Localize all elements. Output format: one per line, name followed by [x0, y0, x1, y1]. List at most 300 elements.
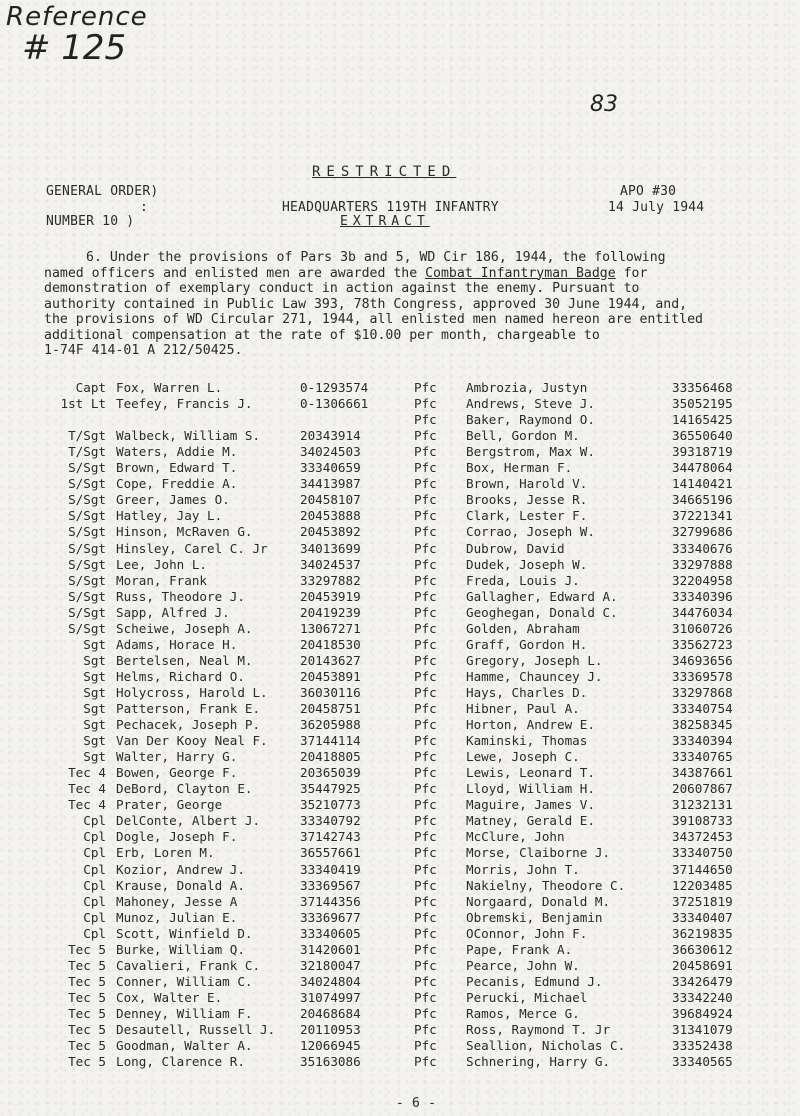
right-name: Schnering, Harry G. [466, 1054, 611, 1070]
right-name: Morris, John T. [466, 861, 580, 877]
right-serial: 33340396 [672, 588, 733, 604]
roster-row [0, 508, 800, 524]
roster-row [0, 541, 800, 557]
roster-row [0, 829, 800, 845]
left-rank: Tec 5 [68, 1005, 106, 1021]
left-rank: Sgt [83, 652, 106, 668]
roster-row [0, 669, 800, 685]
extract-heading: EXTRACT [340, 214, 430, 229]
right-rank: Pfc [414, 588, 437, 604]
left-rank: S/Sgt [68, 460, 106, 476]
left-serial: 34024537 [300, 556, 361, 572]
roster-row [0, 685, 800, 701]
right-rank: Pfc [414, 508, 437, 524]
left-serial: 35210773 [300, 797, 361, 813]
right-name: Brooks, Jesse R. [466, 492, 588, 508]
general-order-label: GENERAL ORDER) [46, 184, 159, 199]
left-rank: Sgt [83, 733, 106, 749]
roster-row [0, 733, 800, 749]
right-rank: Pfc [414, 444, 437, 460]
left-rank: Tec 5 [68, 1054, 106, 1070]
right-name: Ambrozia, Justyn [466, 380, 588, 395]
left-serial: 36557661 [300, 845, 361, 861]
right-rank: Pfc [414, 861, 437, 877]
paragraph-text: for [615, 265, 648, 281]
right-rank: Pfc [414, 1022, 437, 1037]
roster-row [0, 524, 800, 540]
right-name: Perucki, Michael [466, 989, 588, 1005]
right-rank: Pfc [414, 941, 437, 957]
left-rank: S/Sgt [68, 556, 106, 572]
left-serial: 33340605 [300, 925, 361, 941]
paragraph-line: authority contained in Public Law 393, 78th Congress, approved 30 June 1944, and, [44, 296, 688, 312]
left-serial: 0-1293574 [300, 380, 369, 395]
roster-row [0, 781, 800, 797]
left-serial: 31074997 [300, 989, 361, 1005]
right-name: Dubrow, David [466, 540, 565, 556]
right-serial: 31060726 [672, 620, 733, 636]
right-serial: 36550640 [672, 428, 733, 444]
right-serial: 33340407 [672, 909, 733, 925]
badge-name: Combat Infantryman Badge [425, 265, 616, 281]
left-name: Walbeck, William S. [116, 428, 261, 444]
right-serial: 34476034 [672, 604, 733, 620]
right-rank: Pfc [414, 893, 437, 909]
roster-row [0, 492, 800, 508]
left-name: Kozior, Andrew J. [116, 861, 245, 877]
left-rank: Cpl [83, 845, 106, 861]
left-serial: 20418530 [300, 636, 361, 652]
paragraph-line [44, 266, 784, 282]
roster-row [0, 573, 800, 589]
left-name: Patterson, Frank E. [116, 701, 261, 716]
right-serial: 33342240 [672, 989, 733, 1005]
right-name: Hamme, Chauncey J. [466, 668, 603, 684]
right-rank: Pfc [414, 877, 437, 893]
left-serial: 20468684 [300, 1005, 361, 1021]
left-name: Scheiwe, Joseph A. [116, 620, 253, 636]
right-serial: 36219835 [672, 925, 733, 941]
left-rank: Tec 5 [68, 1038, 106, 1054]
right-name: Morse, Claiborne J. [466, 845, 611, 861]
right-serial: 20458691 [672, 957, 733, 973]
left-serial: 35163086 [300, 1054, 361, 1070]
left-name: Desautell, Russell J. [116, 1022, 276, 1037]
left-serial: 34013699 [300, 540, 361, 556]
left-name: Goodman, Walter A. [116, 1038, 253, 1054]
left-serial: 33297882 [300, 572, 361, 588]
right-rank: Pfc [414, 845, 437, 861]
right-name: Corrao, Joseph W. [466, 524, 595, 540]
right-name: Box, Herman F. [466, 460, 573, 476]
left-serial: 20143627 [300, 652, 361, 668]
roster-row [0, 444, 800, 460]
right-name: Clark, Lester F. [466, 508, 588, 524]
left-name: Hatley, Jay L. [116, 508, 223, 524]
right-serial: 39318719 [672, 444, 733, 460]
right-serial: 33356468 [672, 380, 733, 395]
left-name: Dogle, Joseph F. [116, 829, 238, 845]
right-name: Pape, Frank A. [466, 941, 573, 957]
right-name: Lewis, Leonard T. [466, 765, 595, 781]
left-name: Cox, Walter E. [116, 989, 223, 1005]
right-rank: Pfc [414, 733, 437, 749]
right-name: Gallagher, Edward A. [466, 588, 618, 604]
left-name: Russ, Theodore J. [116, 588, 245, 604]
paragraph-line: 6. Under the provisions of Pars 3b and 5, WD Cir 186, 1944, the following [86, 250, 666, 265]
left-rank: Cpl [83, 909, 106, 925]
roster-row [0, 380, 800, 396]
left-serial: 20365039 [300, 765, 361, 781]
left-serial: 32180047 [300, 957, 361, 973]
right-name: Norgaard, Donald M. [466, 893, 611, 909]
classification-restricted: RESTRICTED [312, 164, 457, 180]
page-number: - 6 - [396, 1096, 437, 1111]
right-name: Hays, Charles D. [466, 684, 588, 700]
left-rank: Cpl [83, 925, 106, 941]
roster-row [0, 797, 800, 813]
right-rank: Pfc [414, 524, 437, 540]
left-serial: 20343914 [300, 428, 361, 444]
left-name: Adams, Horace H. [116, 636, 238, 652]
roster-row [0, 460, 800, 476]
left-rank: Tec 4 [68, 765, 106, 781]
right-rank: Pfc [414, 412, 437, 428]
roster-row [0, 813, 800, 829]
right-rank: Pfc [414, 476, 437, 492]
right-name: Kaminski, Thomas [466, 733, 588, 749]
left-serial: 34024804 [300, 973, 361, 989]
handwritten-number: # 125 [22, 28, 127, 68]
left-rank: Sgt [83, 668, 106, 684]
right-name: Graff, Gordon H. [466, 636, 588, 652]
right-serial: 33297868 [672, 684, 733, 700]
left-serial: 20419239 [300, 604, 361, 620]
roster-row [0, 990, 800, 1006]
left-name: Munoz, Julian E. [116, 909, 238, 925]
right-rank: Pfc [414, 556, 437, 572]
left-name: Lee, John L. [116, 556, 207, 572]
left-rank: Tec 5 [68, 989, 106, 1005]
right-name: Lloyd, William H. [466, 781, 595, 797]
right-serial: 33340750 [672, 845, 733, 861]
handwritten-corner-mark: 83 [590, 92, 618, 117]
right-name: Matney, Gerald E. [466, 813, 595, 829]
right-rank: Pfc [414, 717, 437, 733]
right-serial: 31341079 [672, 1022, 733, 1037]
right-serial: 32204958 [672, 572, 733, 588]
left-name: Krause, Donald A. [116, 877, 245, 893]
right-serial: 33340394 [672, 733, 733, 749]
left-serial: 0-1306661 [300, 396, 369, 412]
right-serial: 34693656 [672, 652, 733, 668]
right-rank: Pfc [414, 652, 437, 668]
left-serial: 20418805 [300, 749, 361, 765]
left-name: Prater, George [116, 797, 223, 813]
apo-number: APO #30 [620, 184, 677, 199]
left-serial: 33369567 [300, 877, 361, 893]
left-rank: T/Sgt [68, 428, 106, 444]
roster-row [0, 862, 800, 878]
left-name: Mahoney, Jesse A [116, 893, 238, 909]
right-name: Golden, Abraham [466, 620, 580, 636]
left-rank: Sgt [83, 717, 106, 733]
right-name: Baker, Raymond O. [466, 412, 595, 428]
roster-row [0, 637, 800, 653]
left-serial: 20458107 [300, 492, 361, 508]
left-name: Greer, James O. [116, 492, 230, 508]
right-serial: 39108733 [672, 813, 733, 829]
left-serial: 20453919 [300, 588, 361, 604]
right-name: Andrews, Steve J. [466, 396, 595, 412]
right-serial: 34665196 [672, 492, 733, 508]
right-name: Pearce, John W. [466, 957, 580, 973]
left-serial: 33340659 [300, 460, 361, 476]
left-name: Conner, William C. [116, 973, 253, 989]
right-name: Ramos, Merce G. [466, 1005, 580, 1021]
right-serial: 33340754 [672, 701, 733, 716]
right-serial: 31232131 [672, 797, 733, 813]
left-rank: Sgt [83, 749, 106, 765]
paragraph-line: additional compensation at the rate of $10.00 per month, chargeable to [44, 327, 600, 343]
left-name: Pechacek, Joseph P. [116, 717, 261, 733]
right-rank: Pfc [414, 1038, 437, 1054]
left-name: Brown, Edward T. [116, 460, 238, 476]
left-serial: 13067271 [300, 620, 361, 636]
right-serial: 14140421 [672, 476, 733, 492]
right-name: Bergstrom, Max W. [466, 444, 595, 460]
left-rank: S/Sgt [68, 588, 106, 604]
right-serial: 20607867 [672, 781, 733, 797]
right-serial: 38258345 [672, 717, 733, 733]
roster-row [0, 765, 800, 781]
roster-row [0, 476, 800, 492]
right-serial: 37144650 [672, 861, 733, 877]
right-rank: Pfc [414, 540, 437, 556]
left-name: Bowen, George F. [116, 765, 238, 781]
order-date: 14 July 1944 [608, 200, 705, 215]
headquarters-title: HEADQUARTERS 119TH INFANTRY [282, 200, 499, 215]
right-name: OConnor, John F. [466, 925, 588, 941]
left-rank: Sgt [83, 636, 106, 652]
right-name: Lewe, Joseph C. [466, 749, 580, 765]
left-serial: 20110953 [300, 1022, 361, 1037]
left-rank: Cpl [83, 829, 106, 845]
right-rank: Pfc [414, 813, 437, 829]
left-serial: 20453888 [300, 508, 361, 524]
right-serial: 12203485 [672, 877, 733, 893]
right-rank: Pfc [414, 701, 437, 716]
left-rank: Sgt [83, 684, 106, 700]
right-rank: Pfc [414, 781, 437, 797]
paragraph-text: named officers and enlisted men are awarded the [44, 265, 426, 281]
right-serial: 14165425 [672, 412, 733, 428]
left-serial: 20458751 [300, 701, 361, 716]
roster-row [0, 926, 800, 942]
left-rank: Tec 5 [68, 973, 106, 989]
right-rank: Pfc [414, 797, 437, 813]
left-serial: 37142743 [300, 829, 361, 845]
right-serial: 35052195 [672, 396, 733, 412]
right-serial: 32799686 [672, 524, 733, 540]
roster-row [0, 942, 800, 958]
left-name: Hinson, McRaven G. [116, 524, 253, 540]
right-serial: 33352438 [672, 1038, 733, 1054]
header-colon: : [140, 200, 149, 215]
right-rank: Pfc [414, 636, 437, 652]
left-name: Walter, Harry G. [116, 749, 238, 765]
left-rank: Tec 5 [68, 1022, 106, 1037]
right-rank: Pfc [414, 765, 437, 781]
right-rank: Pfc [414, 668, 437, 684]
right-serial: 33340565 [672, 1054, 733, 1070]
paragraph-line: demonstration of exemplary conduct in action against the enemy. Pursuant to [44, 281, 640, 296]
right-name: Bell, Gordon M. [466, 428, 580, 444]
right-rank: Pfc [414, 604, 437, 620]
left-rank: S/Sgt [68, 604, 106, 620]
left-serial: 36205988 [300, 717, 361, 733]
roster-row [0, 1022, 800, 1038]
order-number: NUMBER 10 ) [46, 214, 135, 229]
left-serial: 34413987 [300, 476, 361, 492]
right-serial: 34387661 [672, 765, 733, 781]
roster-row [0, 589, 800, 605]
left-name: Scott, Winfield D. [116, 925, 253, 941]
handwritten-reference: Reference [6, 2, 148, 32]
right-rank: Pfc [414, 973, 437, 989]
right-name: Freda, Louis J. [466, 572, 580, 588]
right-name: Pecanis, Edmund J. [466, 973, 603, 989]
left-name: Long, Clarence R. [116, 1054, 245, 1070]
roster-row [0, 878, 800, 894]
left-rank: S/Sgt [68, 620, 106, 636]
right-rank: Pfc [414, 1005, 437, 1021]
right-rank: Pfc [414, 829, 437, 845]
left-name: Van Der Kooy Neal F. [116, 733, 268, 749]
left-rank: S/Sgt [68, 572, 106, 588]
left-rank: Cpl [83, 861, 106, 877]
left-serial: 37144114 [300, 733, 361, 749]
right-name: Nakielny, Theodore C. [466, 877, 626, 893]
left-name: Moran, Frank [116, 572, 207, 588]
left-name: Burke, William Q. [116, 941, 245, 957]
left-serial: 31420601 [300, 941, 361, 957]
right-name: Ross, Raymond T. Jr [466, 1022, 611, 1037]
roster-row [0, 701, 800, 717]
roster-row [0, 717, 800, 733]
roster-row [0, 396, 800, 412]
paragraph-line: the provisions of WD Circular 271, 1944, all enlisted men named hereon are entitled [44, 312, 703, 327]
right-rank: Pfc [414, 396, 437, 412]
right-rank: Pfc [414, 925, 437, 941]
left-rank: 1st Lt [60, 396, 106, 412]
left-rank: S/Sgt [68, 508, 106, 524]
left-rank: T/Sgt [68, 444, 106, 460]
right-name: Hibner, Paul A. [466, 701, 580, 716]
left-name: Denney, William F. [116, 1005, 253, 1021]
roster-row [0, 428, 800, 444]
right-rank: Pfc [414, 428, 437, 444]
right-rank: Pfc [414, 909, 437, 925]
left-name: Waters, Addie M. [116, 444, 238, 460]
paragraph-line: 1-74F 414-01 A 212/50425. [44, 343, 243, 358]
left-serial: 33340419 [300, 861, 361, 877]
left-rank: Cpl [83, 893, 106, 909]
left-rank: Tec 5 [68, 957, 106, 973]
right-serial: 33340765 [672, 749, 733, 765]
right-rank: Pfc [414, 684, 437, 700]
right-serial: 33369578 [672, 668, 733, 684]
left-name: Fox, Warren L. [116, 380, 223, 395]
left-name: Cope, Freddie A. [116, 476, 238, 492]
right-rank: Pfc [414, 572, 437, 588]
left-serial: 37144356 [300, 893, 361, 909]
right-name: Maguire, James V. [466, 797, 595, 813]
right-serial: 34478064 [672, 460, 733, 476]
left-name: Teefey, Francis J. [116, 396, 253, 412]
right-rank: Pfc [414, 989, 437, 1005]
right-name: Geoghegan, Donald C. [466, 604, 618, 620]
left-serial: 35447925 [300, 781, 361, 797]
roster-row [0, 1038, 800, 1054]
left-serial: 34024503 [300, 444, 361, 460]
left-name: DeBord, Clayton E. [116, 781, 253, 797]
left-serial: 33369677 [300, 909, 361, 925]
right-serial: 37221341 [672, 508, 733, 524]
left-name: Cavalieri, Frank C. [116, 957, 261, 973]
left-serial: 20453892 [300, 524, 361, 540]
right-name: Gregory, Joseph L. [466, 652, 603, 668]
left-rank: Tec 5 [68, 941, 106, 957]
roster-row [0, 749, 800, 765]
left-name: Erb, Loren M. [116, 845, 215, 861]
roster-row [0, 1006, 800, 1022]
right-name: Dudek, Joseph W. [466, 556, 588, 572]
right-rank: Pfc [414, 492, 437, 508]
right-name: Seallion, Nicholas C. [466, 1038, 626, 1054]
roster-row [0, 412, 800, 428]
roster-row [0, 605, 800, 621]
right-rank: Pfc [414, 1054, 437, 1070]
right-serial: 36630612 [672, 941, 733, 957]
right-rank: Pfc [414, 380, 437, 395]
roster-row [0, 557, 800, 573]
left-name: Sapp, Alfred J. [116, 604, 230, 620]
left-rank: S/Sgt [68, 540, 106, 556]
right-serial: 33562723 [672, 636, 733, 652]
left-rank: Tec 4 [68, 781, 106, 797]
right-serial: 33426479 [672, 973, 733, 989]
left-name: Hinsley, Carel C. Jr [116, 540, 268, 556]
right-serial: 37251819 [672, 893, 733, 909]
roster-row [0, 621, 800, 637]
roster-row [0, 845, 800, 861]
left-name: Bertelsen, Neal M. [116, 652, 253, 668]
right-serial: 33297888 [672, 556, 733, 572]
right-rank: Pfc [414, 620, 437, 636]
left-rank: Cpl [83, 877, 106, 893]
right-rank: Pfc [414, 957, 437, 973]
right-serial: 33340676 [672, 540, 733, 556]
right-rank: Pfc [414, 460, 437, 476]
roster-row [0, 1054, 800, 1070]
roster-row [0, 958, 800, 974]
left-rank: Sgt [83, 701, 106, 716]
right-name: Obremski, Benjamin [466, 909, 603, 925]
roster-row [0, 974, 800, 990]
left-name: Holycross, Harold L. [116, 684, 268, 700]
right-name: Brown, Harold V. [466, 476, 588, 492]
